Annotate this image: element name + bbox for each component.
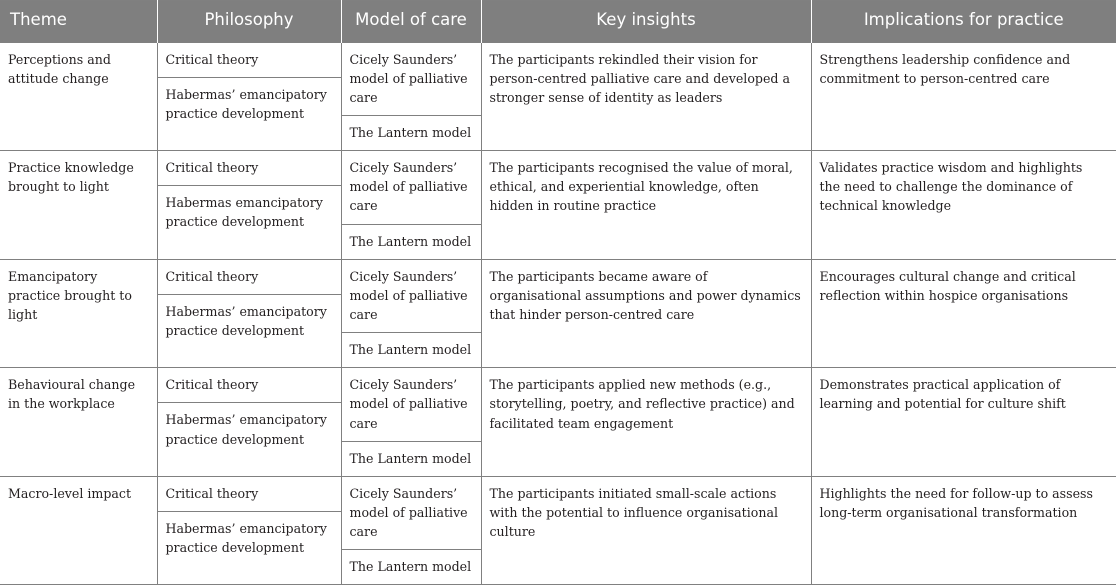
cell-implications: Strengthens leadership confidence and commitment to person-centred care: [811, 42, 1116, 151]
cell-implications: Demonstrates practical application of learning and potential for culture shift: [811, 368, 1116, 477]
column-header-model-of-care: Model of care: [341, 1, 481, 43]
table-header: [0, 1, 1116, 43]
philosophy-item: Critical theory: [165, 51, 259, 67]
cell-model-of-care: [341, 368, 481, 477]
cell-philosophy: [157, 42, 341, 151]
model-item: Cicely Saunders’ model of palliative care: [349, 485, 468, 540]
cell-model-of-care: [341, 42, 481, 151]
cell-theme: Macro-level impact: [0, 476, 157, 585]
table-row: [0, 476, 1116, 585]
cell-theme: Emancipatory practice brought to light: [0, 259, 157, 368]
table-row: [0, 368, 1116, 477]
table-body: [0, 42, 1116, 585]
cell-model-of-care: [341, 151, 481, 260]
column-header-theme: Theme: [0, 1, 157, 43]
column-header-philosophy: Philosophy: [157, 1, 341, 43]
column-header-implications: Implications for practice: [811, 1, 1116, 43]
column-header-key-insights: Key insights: [481, 1, 811, 43]
table-row: [0, 151, 1116, 260]
model-item: The Lantern model: [342, 549, 481, 584]
philosophy-item: Critical theory: [165, 377, 259, 393]
cell-theme: Perceptions and attitude change: [0, 42, 157, 151]
cell-philosophy: [157, 151, 341, 260]
philosophy-item: Habermas emancipatory practice development: [158, 185, 341, 239]
model-item: The Lantern model: [342, 224, 481, 259]
philosophy-item: Habermas’ emancipatory practice development: [158, 294, 341, 348]
cell-model-of-care: [341, 476, 481, 585]
model-item: The Lantern model: [342, 115, 481, 150]
cell-key-insights: The participants recognised the value of moral, ethical, and experiential knowledge, often hidden in routine practice: [481, 151, 811, 260]
cell-key-insights: The participants became aware of organisational assumptions and power dynamics that hinder person-centred care: [481, 259, 811, 368]
cell-key-insights: The participants applied new methods (e.g., storytelling, poetry, and reflective practice) and facilitated team engagement: [481, 368, 811, 477]
cell-model-of-care: [341, 259, 481, 368]
philosophy-item: Critical theory: [165, 268, 259, 284]
model-item: Cicely Saunders’ model of palliative care: [349, 51, 468, 105]
philosophy-item: Habermas’ emancipatory practice development: [158, 77, 341, 131]
cell-implications: Encourages cultural change and critical reflection within hospice organisations: [811, 259, 1116, 368]
model-item: The Lantern model: [342, 332, 481, 367]
cell-implications: Validates practice wisdom and highlights the need to challenge the dominance of technical knowledge: [811, 151, 1116, 260]
table-row: [0, 259, 1116, 368]
cell-theme: Practice knowledge brought to light: [0, 151, 157, 260]
philosophy-item: Habermas’ emancipatory practice development: [158, 402, 341, 456]
cell-key-insights: The participants initiated small-scale actions with the potential to influence organisational culture: [481, 476, 811, 585]
cell-key-insights: The participants rekindled their vision for person-centred palliative care and developed a stronger sense of identity as leaders: [481, 42, 811, 151]
philosophy-item: Critical theory: [165, 485, 259, 501]
model-item: Cicely Saunders’ model of palliative care: [349, 268, 468, 323]
cell-implications: Highlights the need for follow-up to assess long-term organisational transformation: [811, 476, 1116, 585]
model-item: Cicely Saunders’ model of palliative care: [349, 160, 468, 214]
cell-theme: Behavioural change in the workplace: [0, 368, 157, 477]
cell-philosophy: [157, 476, 341, 585]
model-item: The Lantern model: [342, 441, 481, 476]
header-row: [0, 1, 1116, 43]
cell-philosophy: [157, 368, 341, 477]
table-row: [0, 42, 1116, 151]
model-item: Cicely Saunders’ model of palliative care: [349, 377, 468, 431]
philosophy-item: Habermas’ emancipatory practice development: [158, 511, 341, 565]
cell-philosophy: [157, 259, 341, 368]
philosophy-item: Critical theory: [165, 160, 259, 176]
